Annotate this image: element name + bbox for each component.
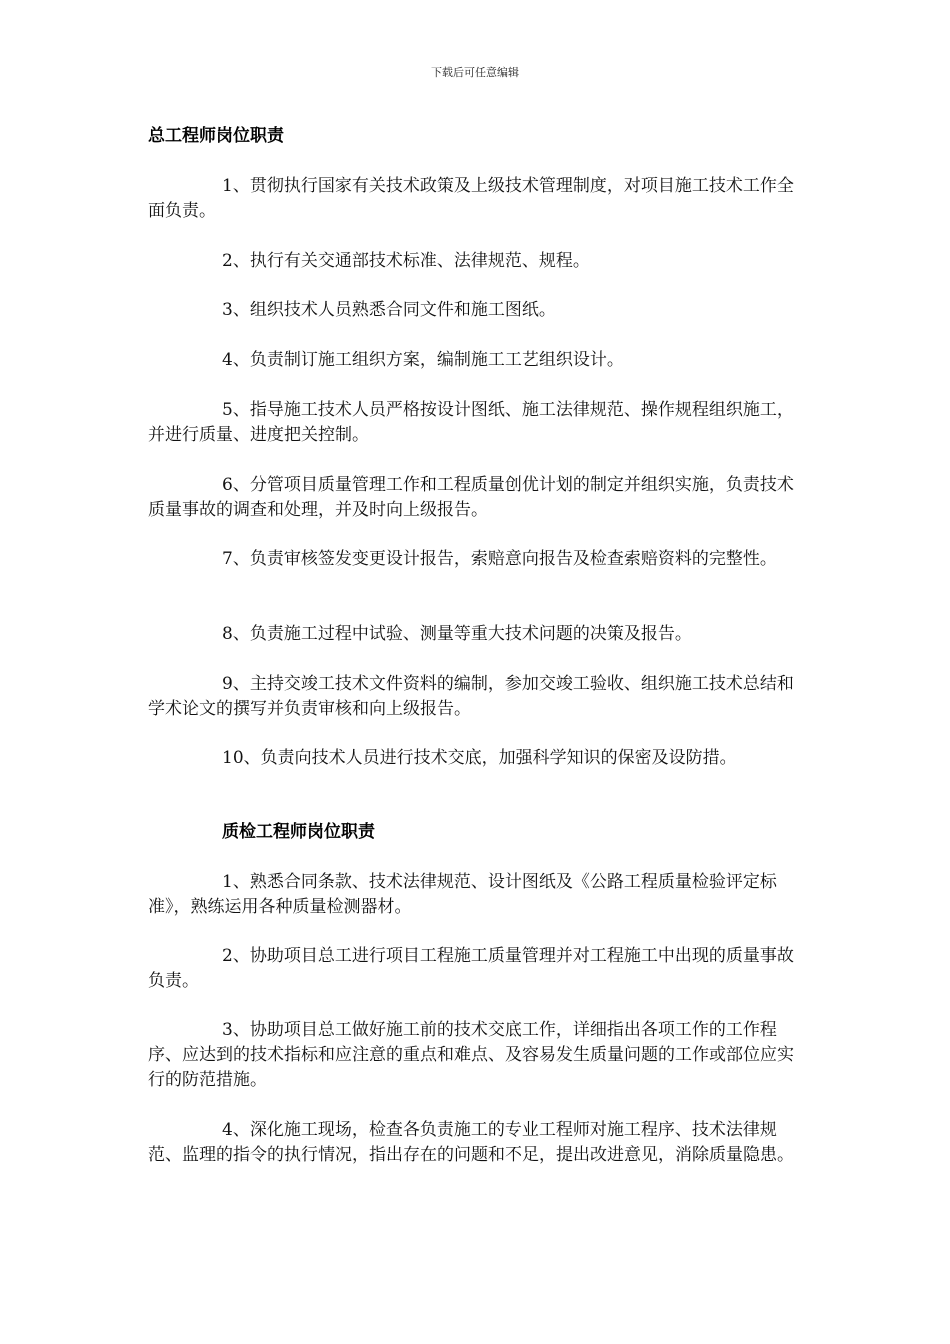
section1-item-3: 3、组织技术人员熟悉合同文件和施工图纸。 [222,300,556,320]
section2-title: 质检工程师岗位职责 [222,822,375,842]
section1-item-4: 4、负责制订施工组织方案，编制施工工艺组织设计。 [222,350,624,370]
section1-item-6: 6、分管项目质量管理工作和工程质量创优计划的制定并组织实施，负责技术质量事故的调查和处理，并及时向上级报告。 [148,475,794,520]
section1-item-5: 5、指导施工技术人员严格按设计图纸、施工法律规范、操作规程组织施工，并进行质量、进度把关控制。 [148,400,794,445]
section2-item-2: 2、协助项目总工进行项目工程施工质量管理并对工程施工中出现的质量事故负责。 [148,946,794,991]
section2-item-3: 3、协助项目总工做好施工前的技术交底工作，详细指出各项工作的工作程序、应达到的技术指标和应注意的重点和难点、及容易发生质量问题的工作或部位应实行的防范措施。 [148,1020,794,1090]
section1-title: 总工程师岗位职责 [148,126,284,146]
section2-item-1: 1、熟悉合同条款、技术法律规范、设计图纸及《公路工程质量检验评定标准》，熟练运用各种质量检测器材。 [148,872,777,917]
section1-item-7: 7、负责审核签发变更设计报告，索赔意向报告及检查索赔资料的完整性。 [222,549,777,569]
header-note: 下载后可任意编辑 [431,66,519,79]
section2-item-4: 4、深化施工现场，检查各负责施工的专业工程师对施工程序、技术法律规范、监理的指令的执行情况，指出存在的问题和不足，提出改进意见，消除质量隐患。 [148,1120,794,1165]
section1-item-9: 9、主持交竣工技术文件资料的编制，参加交竣工验收、组织施工技术总结和学术论文的撰写并负责审核和向上级报告。 [148,674,794,719]
section1-item-10: 10、负责向技术人员进行技术交底，加强科学知识的保密及设防措。 [222,748,737,768]
section1-item-8: 8、负责施工过程中试验、测量等重大技术问题的决策及报告。 [222,624,692,644]
section1-item-1: 1、贯彻执行国家有关技术政策及上级技术管理制度，对项目施工技术工作全面负责。 [148,176,794,221]
section1-item-2: 2、执行有关交通部技术标准、法律规范、规程。 [222,251,590,271]
